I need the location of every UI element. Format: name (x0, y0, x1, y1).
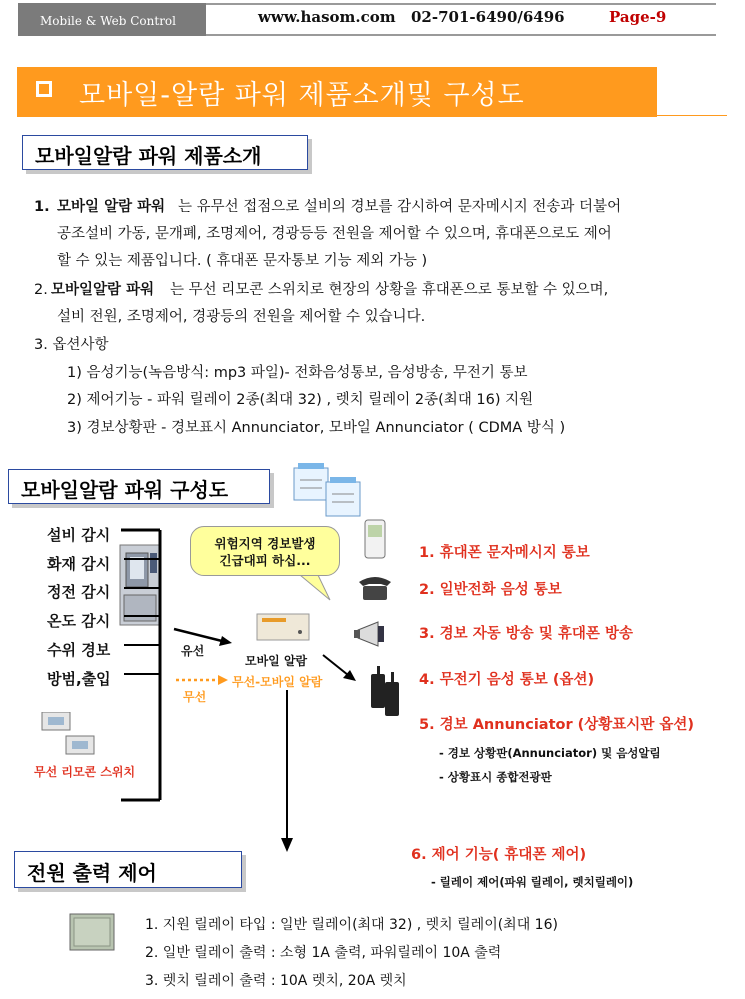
power-item: 1. 지원 릴레이 타입 : 일반 릴레이(최대 32) , 렛치 릴레이(최대 16) (145, 917, 558, 933)
device-subname: 무선-모바일 알람 (232, 675, 323, 689)
remote-switch-label: 무선 리모콘 스위치 (34, 765, 136, 779)
p2-line2: 설비 전원, 조명제어, 경광등의 전원을 제어할 수 있습니다. (57, 309, 426, 325)
p2-bold: 모바일알람 파워 (51, 282, 155, 298)
p1-line2: 공조설비 가동, 문개폐, 조명제어, 경광등등 전원을 제어할 수 있으며, 휴대폰으로도 제어 (57, 226, 612, 242)
walkie-talkie-icon (368, 664, 404, 720)
input-item: 화재 감시 (47, 555, 111, 573)
input-item: 정전 감시 (47, 583, 111, 601)
device-name: 모바일 알람 (245, 654, 308, 668)
output-item: 4. 무전기 음성 통보 (옵션) (419, 672, 595, 688)
header-page-number: Page-9 (609, 8, 667, 26)
p3-heading: 3. 옵션사항 (34, 337, 109, 353)
output-item: 2. 일반전화 음성 통보 (419, 582, 562, 598)
p2-number: 2. (34, 282, 48, 298)
output-5-sub1: - 경보 상황판(Annunciator) 및 음성알림 (439, 746, 661, 760)
section-heading-intro-text: 모바일알람 파워 제품소개 (35, 144, 262, 168)
mobile-alarm-device-icon (256, 612, 310, 642)
remote-switch-icon (40, 712, 102, 756)
p1-line1: 는 유무선 접점으로 설비의 경보를 감시하여 문자메시지 전송과 더불어 (178, 199, 622, 215)
mobile-phone-icon (362, 518, 388, 560)
option-1: 1) 음성기능(녹음방식: mp3 파일)- 전화음성통보, 음성방송, 무전기 통보 (67, 365, 528, 381)
output-item: 1. 휴대폰 문자메시지 통보 (419, 545, 590, 561)
option-2: 2) 제어기능 - 파워 릴레이 2종(최대 32) , 렛치 릴레이 2종(최대 16) 지원 (67, 392, 534, 408)
p1-bold: 모바일 알람 파워 (57, 199, 166, 215)
header-phone: 02-701-6490/6496 (411, 8, 565, 26)
p1-line3: 할 수 있는 제품입니다. ( 휴대폰 문자통보 기능 제외 가능 ) (57, 253, 428, 269)
telephone-icon (355, 572, 395, 602)
page-title: 모바일-알람 파워 제품소개및 구성도 (79, 80, 525, 111)
power-item: 2. 일반 릴레이 출력 : 소형 1A 출력, 파워릴레이 10A 출력 (145, 945, 502, 961)
relay-box-icon (68, 912, 116, 952)
wired-label: 유선 (181, 644, 205, 658)
header-url[interactable]: www.hasom.com (258, 8, 396, 26)
header-brand-text: Mobile & Web Control (40, 14, 176, 28)
output-6: 6. 제어 기능( 휴대폰 제어) (411, 847, 587, 863)
bubble-line2: 긴급대피 하십... (219, 553, 311, 568)
output-6-sub: - 릴레이 제어(파워 릴레이, 렛치릴레이) (431, 875, 634, 889)
output-5-sub2: - 상황표시 종합전광판 (439, 770, 552, 784)
bubble-line1: 위험지역 경보발생 (214, 536, 316, 551)
input-item: 수위 경보 (47, 641, 111, 659)
section-heading-power-text: 전원 출력 제어 (27, 861, 157, 885)
input-item: 방범,출입 (47, 670, 111, 688)
output-item: 5. 경보 Annunciator (상황표시판 옵션) (419, 717, 695, 733)
p1-number: 1. (34, 199, 50, 215)
output-item: 3. 경보 자동 방송 및 휴대폰 방송 (419, 626, 633, 642)
section-heading-diagram-text: 모바일알람 파워 구성도 (21, 478, 229, 502)
alert-speech-bubble (190, 526, 340, 576)
option-3: 3) 경보상황판 - 경보표시 Annunciator, 모바일 Annunciator ( CDMA 방식 ) (67, 420, 566, 436)
wireless-label: 무선 (183, 690, 207, 704)
megaphone-icon (352, 620, 392, 648)
input-item: 온도 감시 (47, 612, 111, 630)
section-heading-power (14, 851, 242, 888)
input-item: 설비 감시 (47, 526, 111, 544)
p2-line1: 는 무선 리모콘 스위치로 현장의 상황을 휴대폰으로 통보할 수 있으며, (170, 282, 609, 298)
power-item: 3. 렛치 릴레이 출력 : 10A 렛치, 20A 렛치 (145, 973, 407, 989)
